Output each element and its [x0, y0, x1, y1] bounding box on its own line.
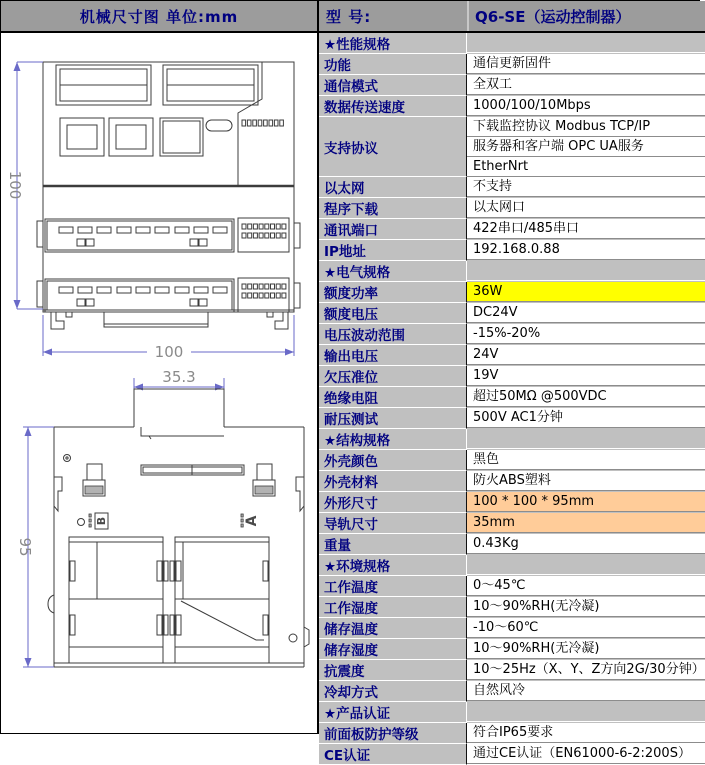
spec-label: 前面板防护等级 [319, 723, 467, 744]
tab-width-dimension [134, 368, 224, 391]
spec-row [319, 576, 705, 597]
section-spacer [467, 702, 705, 722]
section-title: ★结构规格 [319, 429, 467, 450]
spec-label: 通信模式 [319, 75, 467, 96]
spec-table-body [319, 33, 705, 765]
dimension-label-front-height: 100 [6, 170, 24, 200]
spec-label: 数据传送速度 [319, 96, 467, 117]
led-squares-row [242, 120, 283, 126]
diagram-area [1, 33, 317, 733]
spec-value: 10～90%RH(无冷凝) [467, 639, 705, 659]
spec-value: 24V [467, 345, 705, 365]
spec-value: 0.43Kg [467, 534, 705, 554]
spec-value: 超过50MΩ @500VDC [467, 387, 705, 407]
spec-value: 不支持 [467, 177, 705, 197]
drawing-panel-header [1, 1, 317, 33]
spec-value: 全双工 [467, 75, 705, 95]
spec-label: 通讯端口 [319, 219, 467, 240]
section-row [319, 555, 705, 576]
spec-row [319, 387, 705, 408]
spec-value: -15%-20% [467, 324, 705, 344]
spec-row [319, 177, 705, 198]
spec-value: 0～45℃ [467, 576, 705, 596]
spec-row [319, 240, 705, 261]
spec-label: 额度功率 [319, 282, 467, 303]
spec-label: IP地址 [319, 240, 467, 261]
drawing-title: 机械尺寸图 单位:mm [79, 7, 239, 26]
spec-value: 1000/100/10Mbps [467, 96, 705, 116]
section-title: ★环境规格 [319, 555, 467, 576]
section-row [319, 702, 705, 723]
spec-row [319, 54, 705, 75]
spec-value: 36W [467, 282, 705, 302]
front-view-diagram [6, 62, 300, 361]
spec-label: 重量 [319, 534, 467, 555]
spec-label: 输出电压 [319, 345, 467, 366]
section-row [319, 261, 705, 282]
spec-value: 自然风冷 [467, 681, 705, 701]
side-height-dimension [16, 427, 54, 667]
spec-row [319, 450, 705, 471]
spec-value: 500V AC1分钟 [467, 408, 705, 428]
spec-label: 外形尺寸 [319, 492, 467, 513]
section-spacer [467, 261, 705, 281]
dimension-label-front-width: 100 [154, 343, 184, 361]
model-value: Q6-SE（运动控制器） [467, 1, 705, 31]
spec-row [319, 282, 705, 303]
spec-value: -10～60℃ [467, 618, 705, 638]
spec-row [319, 366, 705, 387]
spec-label: 冷却方式 [319, 681, 467, 702]
spec-value: 10～90%RH(无冷凝) [467, 597, 705, 617]
spec-value: 黑色 [467, 450, 705, 470]
spec-row [319, 96, 705, 117]
spec-value: 防火ABS塑料 [467, 471, 705, 491]
mounting-hook [83, 464, 105, 496]
spec-value: 35mm [467, 513, 705, 533]
front-height-dimension [6, 62, 43, 309]
section-title: ★产品认证 [319, 702, 467, 723]
spec-row [319, 75, 705, 96]
spec-row [319, 198, 705, 219]
spec-value: 下载监控协议 Modbus TCP/IP [467, 117, 705, 137]
mechanical-drawing-panel [1, 1, 319, 733]
spec-label: 以太网 [319, 177, 467, 198]
spec-row [319, 492, 705, 513]
spec-row [319, 744, 705, 765]
spec-label: 储存温度 [319, 618, 467, 639]
marker-a-group [241, 514, 260, 527]
section-title: ★性能规格 [319, 33, 467, 54]
spec-label: 额度电压 [319, 303, 467, 324]
model-label: 型 号: [326, 7, 372, 26]
marker-b-group [78, 513, 109, 529]
spec-row [319, 681, 705, 702]
section-spacer [467, 33, 705, 53]
spec-value: DC24V [467, 303, 705, 323]
spec-label: 工作温度 [319, 576, 467, 597]
spec-value: 100 * 100 * 95mm [467, 492, 705, 512]
dimension-label-tab-width: 35.3 [162, 368, 196, 386]
spec-row [319, 219, 705, 240]
model-header-row [319, 1, 705, 33]
spec-value: 服务器和客户端 OPC UA服务 [467, 137, 705, 157]
spec-value: 422串口/485串口 [467, 219, 705, 239]
spec-row [319, 513, 705, 534]
spec-row [319, 660, 705, 681]
spec-value: 10～25Hz（X、Y、Z方向2G/30分钟） [467, 660, 705, 680]
spec-label: 支持协议 [319, 117, 467, 177]
spec-label: 耐压测试 [319, 408, 467, 429]
spec-value: 符合IP65要求 [467, 723, 705, 743]
spec-label: 欠压准位 [319, 366, 467, 387]
spec-label: CE认证 [319, 744, 467, 765]
spec-row [319, 534, 705, 555]
spec-label: 程序下载 [319, 198, 467, 219]
mechanical-diagram [1, 33, 317, 731]
terminal-strip [37, 218, 300, 252]
spec-value: 通信更新固件 [467, 54, 705, 74]
spec-label: 工作湿度 [319, 597, 467, 618]
section-title: ★电气规格 [319, 261, 467, 282]
section-row [319, 429, 705, 450]
dimension-label-side-height: 95 [16, 537, 34, 557]
section-spacer [467, 429, 705, 449]
section-row [319, 33, 705, 54]
side-view-diagram [16, 368, 309, 667]
spec-row [319, 117, 705, 177]
spec-row [319, 303, 705, 324]
spec-row [319, 618, 705, 639]
spec-value: 以太网口 [467, 198, 705, 218]
spec-label: 功能 [319, 54, 467, 75]
marker-a-label: A [244, 515, 260, 527]
spec-value: 192.168.0.88 [467, 240, 705, 260]
marker-b-label: B [95, 516, 108, 526]
spec-value: 通过CE认证（EN61000-6-2:200S） [467, 744, 705, 764]
spec-row [319, 597, 705, 618]
spec-label: 储存湿度 [319, 639, 467, 660]
spec-row [319, 471, 705, 492]
front-width-dimension [43, 315, 294, 361]
spec-row [319, 723, 705, 744]
spec-row [319, 639, 705, 660]
spec-label: 导轨尺寸 [319, 513, 467, 534]
spec-label: 外壳材料 [319, 471, 467, 492]
spec-label: 电压波动范围 [319, 324, 467, 345]
spec-value: EtherNrt [467, 157, 705, 177]
spec-row [319, 324, 705, 345]
section-spacer [467, 555, 705, 575]
spec-row [319, 408, 705, 429]
spec-label: 外壳颜色 [319, 450, 467, 471]
spec-label: 抗震度 [319, 660, 467, 681]
spec-table-panel [319, 1, 705, 764]
spec-value: 19V [467, 366, 705, 386]
spec-label: 绝缘电阻 [319, 387, 467, 408]
spec-row [319, 345, 705, 366]
